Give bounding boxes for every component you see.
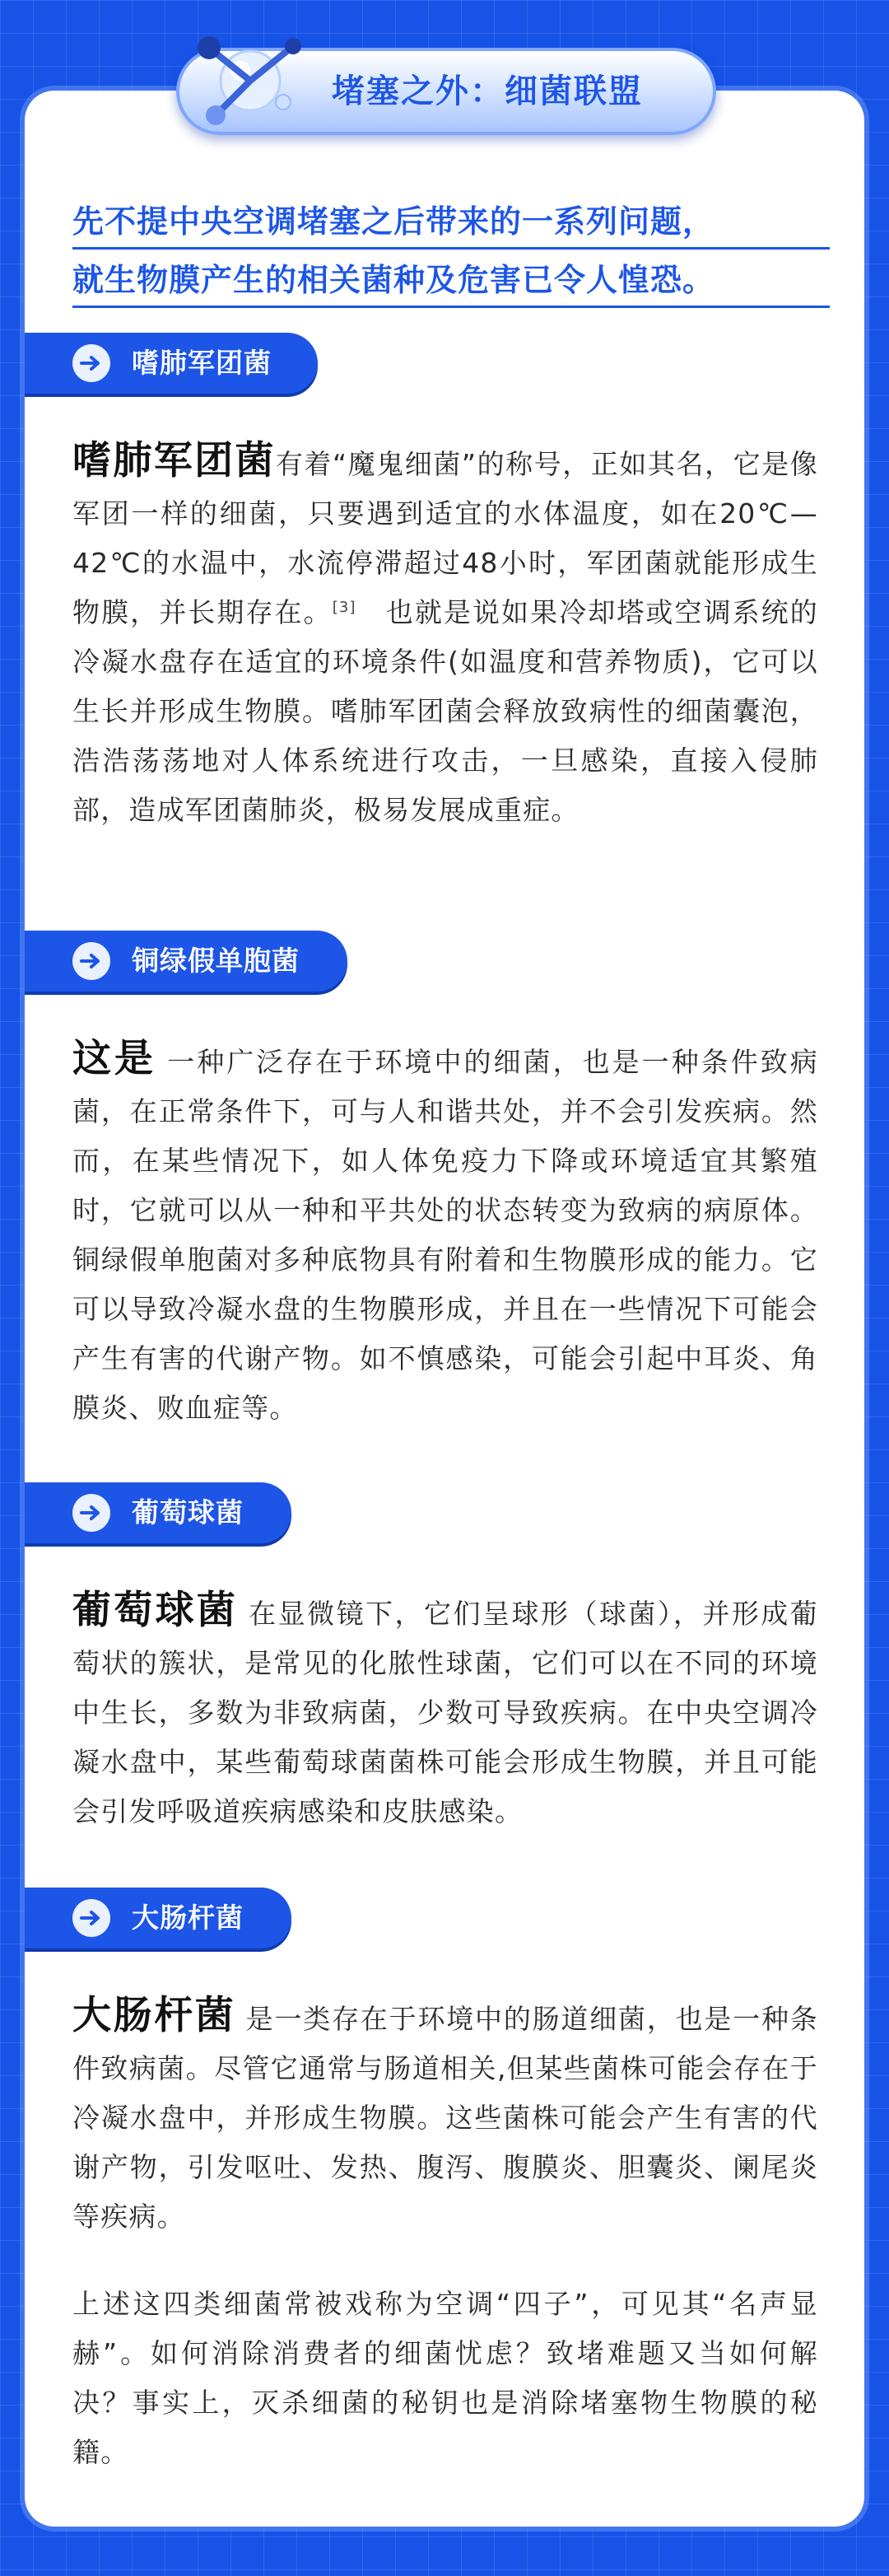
arrow-right-icon [72,344,110,382]
section-lead: 葡萄球菌 [72,1588,239,1633]
page-title: 堵塞之外：细菌联盟 [332,72,643,110]
title-banner [176,48,716,135]
intro-text [72,198,830,315]
molecule-icon [186,23,310,130]
section-lead: 大肠杆菌 [72,1993,236,2038]
section-text: 在显微镜下，它们呈球形（球菌），并形成葡萄状的簇状，是常见的化脓性球菌，它们可以在不同的环境中生长，多数为非致病菌，少数可导致疾病。在中央空调冷凝水盘中，某些葡萄球菌菌株可能会形成生物膜，并且可能会引发呼吸道疾病感染和皮肤感染。 [72,1598,818,1827]
section-tab-label: 铜绿假单胞菌 [132,945,300,977]
section-paragraph-ecoli [72,1991,818,2242]
section-tab-label: 葡萄球菌 [132,1496,244,1528]
section-tab-pseudomonas [25,931,347,992]
intro-line-1: 先不提中央空调堵塞之后带来的一系列问题， [72,198,830,250]
section-paragraph-staphylococcus [72,1586,818,1836]
arrow-right-icon [72,1899,110,1937]
section-lead: 嗜肺军团菌 [72,438,276,483]
intro-line-2: 就生物膜产生的相关菌种及危害已令人惶恐。 [72,256,830,308]
section-text: 一种广泛存在于环境中的细菌，也是一种条件致病菌，在正常条件下，可与人和谐共处，并不会引发疾病。然而，在某些情况下，如人体免疫力下降或环境适宜其繁殖时，它就可以从一种和平共处的状态转变为致病的病原体。铜绿假单胞菌对多种底物具有附着和生物膜形成的能力。它可以导致冷凝水盘的生物膜形成，并且在一些情况下可能会产生有害的代谢产物。如不慎感染，可能会引起中耳炎、角膜炎、败血症等。 [72,1046,819,1424]
section-text: 有着“魔鬼细菌”的称号，正如其名，它是像军团一样的细菌，只要遇到适宜的水体温度，如在20℃—42℃的水温中，水流停滞超过48小时，军团菌就能形成生物膜，并长期存在。 [72,448,819,628]
section-text: 也就是说如果冷却塔或空调系统的冷凝水盘存在适宜的环境条件(如温度和营养物质)，它可以生长并形成生物膜。嗜肺军团菌会释放致病性的细菌囊泡，浩浩荡荡地对人体系统进行攻击，一旦感染，直接入侵肺部，造成军团菌肺炎，极易发展成重症。 [72,596,818,826]
section-text: 是一类存在于环境中的肠道细菌，也是一种条件致病菌。尽管它通常与肠道相关,但某些菌株可能会存在于冷凝水盘中，并形成生物膜。这些菌株可能会产生有害的代谢产物，引发呕吐、发热、腹泻、腹膜炎、胆囊炎、阑尾炎等疾病。 [72,2003,818,2233]
section-paragraph-legionella [72,436,818,835]
arrow-right-icon [72,1494,110,1532]
section-tab-label: 嗜肺军团菌 [132,347,272,379]
section-paragraph-pseudomonas [72,1034,818,1433]
arrow-right-icon [72,942,110,980]
section-tab-staphylococcus [25,1482,291,1543]
section-lead: 这是 [72,1036,156,1081]
section-tab-legionella [25,333,318,394]
section-tab-ecoli [25,1888,291,1948]
section-tab-label: 大肠杆菌 [132,1902,244,1934]
reference-mark: [3] [332,599,356,616]
closing-paragraph: 上述这四类细菌常被戏称为空调“四子”，可见其“名声显赫”。如何消除消费者的细菌忧虑？致堵难题又当如何解决？事实上，灭杀细菌的秘钥也是消除堵塞物生物膜的秘籍。 [72,2288,818,2468]
